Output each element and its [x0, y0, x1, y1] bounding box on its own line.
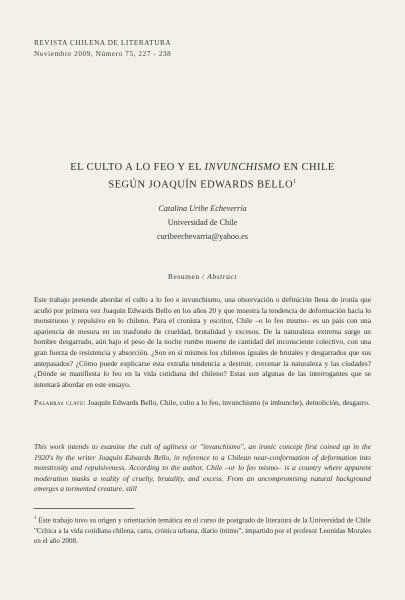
- abstract-label: Abstract: [207, 272, 238, 281]
- footnote-marker: 1: [34, 516, 37, 521]
- footnote-divider: [34, 508, 134, 509]
- abstract-heading: [30, 272, 375, 281]
- title-italic-term: INVUNCHISMO: [204, 162, 281, 173]
- title-line-2-text: SEGÚN JOAQUÍN EDWARDS BELLO: [108, 179, 294, 191]
- title-line-1: [30, 160, 375, 175]
- author-affiliation: Universidad de Chile: [167, 218, 238, 227]
- title-prefix: EL CULTO A LO FEO Y EL: [70, 162, 205, 173]
- footnote: [34, 514, 371, 546]
- title-line-2: [30, 175, 375, 192]
- resumen-label: Resumen /: [167, 272, 208, 281]
- journal-name: REVISTA CHILENA DE LITERATURA: [34, 39, 172, 47]
- abstract-spanish: [34, 295, 371, 390]
- author-name: Catalina Uribe Echeverría: [158, 204, 247, 213]
- title-footnote-marker[interactable]: 1: [293, 179, 297, 185]
- article-title: [30, 160, 375, 192]
- title-suffix: EN CHILE: [280, 162, 335, 173]
- keywords: [34, 398, 371, 409]
- abstract-english-text: This work intends to examine the cult of ugliness or "invunchismo", an ironic concept first coined up in the 1920's by the writer Joaquín Edwards Bello, in reference to a Chilean near-conformation of deformation into monstrosity and repulsiveness. According to the author, Chile –or lo feo mismo– is a country where apparent moderation masks a reality of cruelty, brutality, and excess. From an uncompromising natural background emerges a tormented creature, still: [34, 442, 371, 494]
- author-email[interactable]: curibeechevarria@yahoo.es: [157, 232, 248, 241]
- author-block: [30, 202, 375, 244]
- running-head: [34, 38, 171, 60]
- abstract-spanish-text: Este trabajo pretende abordar el culto a lo feo e invunchismo, una observación o definición llena de ironía que acuñó por primera vez Joaquín Edwards Bello en los años 20 y que muestra la tendencia de deformación hacia lo monstruoso y repulsivo en lo chileno. Para el cronista y escritor, Chile –o lo feo mismo– es un país con una apariencia de mesura en un trasfondo de crueldad, brutalidad y excesos. De la naturaleza extrema surge un hombre desgarrado, aún bajo el peso de la noche rumbo muerte de cantidad del inconsciente colectivo, con una gran fuerza de resistencia y absorción. ¿Son en sí mismos los chilenos iguales de brutales y desgarrados que sus antepasados? ¿Cómo puede explicarse esta extraña tendencia a destruir, cercenar la naturaleza y las ciudades? ¿Dónde se manifiesta lo feo en la vida cotidiana del chileno? Estas son algunas de las interrogantes que se intentará abordar en este ensayo.: [34, 295, 371, 389]
- issue-info: Noviembre 2009, Número 75, 227 - 238: [34, 50, 172, 58]
- abstract-english: [34, 442, 371, 495]
- keywords-text: Joaquín Edwards Bello, Chile, culto a lo feo, invunchismo (o imbunche), demolición, desgarro.: [85, 398, 370, 407]
- keywords-label: Palabras clave:: [34, 398, 86, 407]
- footnote-text: Este trabajo tuvo su origen y orientación temática en el curso de postgrado de literatura de la Universidad de Chile "Crítica a la vida cotidiana chilena, carta, crónica urbana, diario íntimo", impartido por el profesor Leonidas Morales en el año 2008.: [34, 516, 371, 545]
